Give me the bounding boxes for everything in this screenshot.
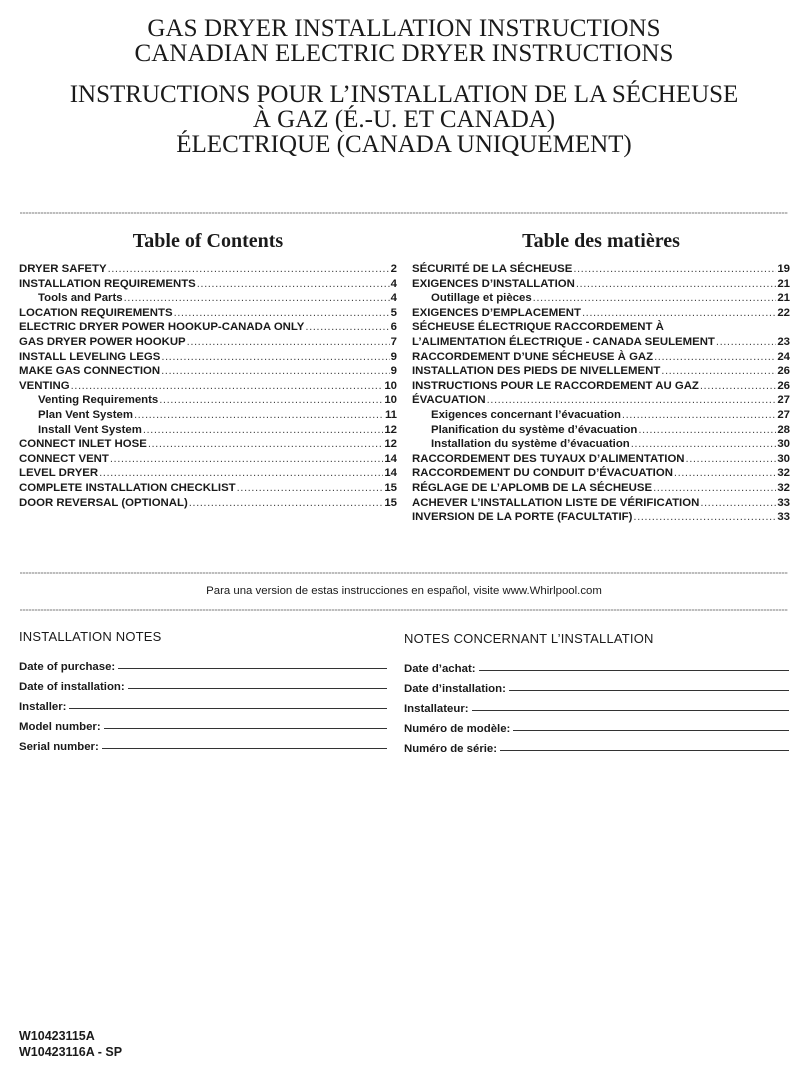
title-french-line-3: ÉLECTRIQUE (CANADA UNIQUEMENT) (176, 131, 632, 158)
toc-entry[interactable] (19, 262, 397, 277)
toc-entry-page: 27 (777, 394, 790, 407)
toc-entry-page: 32 (777, 481, 790, 494)
toc-leader-dots (189, 496, 384, 511)
toc-entry-label: RACCORDEMENT D’UNE SÉCHEUSE À GAZ (412, 350, 654, 363)
toc-leader-dots (187, 335, 390, 350)
toc-entry-label: GAS DRYER POWER HOOKUP (19, 335, 186, 348)
toc-subentry[interactable] (412, 423, 790, 438)
toc-subentry[interactable] (412, 437, 790, 452)
toc-entry-label: INSTALL LEVELING LEGS (19, 350, 161, 363)
toc-entry-page: 21 (777, 292, 790, 305)
note-field-model-number (19, 713, 387, 733)
toc-leader-dots (487, 393, 777, 408)
toc-entry-label: LEVEL DRYER (19, 467, 99, 480)
toc-entry-page: 12 (384, 438, 397, 451)
document-titles (0, 16, 808, 157)
toc-entry-page: 23 (777, 335, 790, 348)
toc-heading-french: Table des matières (522, 230, 680, 252)
toc-entry-page: 2 (390, 263, 397, 275)
toc-entry[interactable] (412, 466, 790, 481)
toc-entry[interactable] (412, 262, 790, 277)
note-field-label: Installateur: (404, 703, 469, 715)
toc-leader-dots (700, 496, 776, 511)
toc-leader-dots (661, 364, 776, 379)
toc-entry-label: INSTALLATION REQUIREMENTS (19, 277, 196, 290)
notes-heading-english: INSTALLATION NOTES (19, 629, 162, 644)
note-field-label: Installer: (19, 701, 67, 713)
toc-entry[interactable] (412, 364, 790, 379)
note-field-label: Numéro de modèle: (404, 723, 511, 735)
toc-leader-dots (161, 364, 390, 379)
toc-entry[interactable] (19, 306, 397, 321)
spanish-version-note: Para una version de estas instrucciones en español, visite www.Whirlpool.com (206, 585, 602, 597)
toc-entry-page: 26 (777, 379, 790, 392)
toc-leader-dots (582, 306, 776, 321)
note-fill-line[interactable] (500, 737, 789, 751)
toc-entry-page: 4 (390, 292, 397, 305)
toc-leader-dots (700, 379, 776, 394)
toc-entry[interactable] (19, 452, 397, 467)
toc-leader-dots (638, 423, 776, 438)
toc-leader-dots (533, 291, 777, 306)
note-fill-line[interactable] (479, 657, 789, 671)
toc-entry-page: 33 (777, 496, 790, 509)
toc-entry-page: 10 (384, 394, 397, 407)
toc-entry-label: EXIGENCES D’EMPLACEMENT (412, 306, 581, 319)
note-field-label: Numéro de série: (404, 743, 498, 755)
toc-leader-dots (110, 452, 383, 467)
toc-subentry[interactable] (19, 423, 397, 438)
toc-leader-dots (573, 262, 776, 277)
toc-list-french (412, 262, 790, 525)
installation-notes-french (404, 627, 789, 755)
toc-entry[interactable] (19, 496, 397, 511)
toc-entry-page: 9 (390, 365, 397, 378)
toc-entry[interactable] (19, 379, 397, 394)
toc-leader-dots (124, 291, 390, 306)
toc-entry[interactable] (412, 277, 790, 292)
toc-entry[interactable] (412, 379, 790, 394)
note-field-serial-number (19, 733, 387, 753)
divider-top (20, 212, 788, 214)
toc-entry[interactable] (412, 452, 790, 467)
title-english-gas: GAS DRYER INSTALLATION INSTRUCTIONS (147, 15, 661, 42)
toc-heading-english: Table of Contents (132, 230, 284, 252)
note-fill-line[interactable] (509, 677, 789, 691)
toc-entry[interactable] (19, 277, 397, 292)
note-fill-line[interactable] (69, 695, 387, 709)
toc-leader-dots (237, 481, 384, 496)
toc-entry-label: ACHEVER L’INSTALLATION LISTE DE VÉRIFICATION (412, 496, 700, 509)
note-fill-line[interactable] (128, 675, 387, 689)
toc-entry-page: 14 (384, 452, 397, 465)
toc-leader-dots (161, 350, 389, 365)
toc-entry-page: 14 (384, 467, 397, 480)
toc-entry[interactable] (412, 481, 790, 496)
toc-entry-page: 6 (390, 321, 397, 334)
toc-leader-dots (148, 437, 383, 452)
table-of-contents-french (412, 228, 790, 525)
toc-entry-page: 24 (777, 350, 790, 363)
part-number-2: W10423116A - SP (19, 1045, 123, 1059)
title-french-line-2: À GAZ (É.-U. ET CANADA) (252, 106, 556, 133)
toc-entry[interactable] (412, 350, 790, 365)
toc-entry-page: 15 (384, 481, 397, 494)
toc-entry[interactable] (19, 437, 397, 452)
note-field-label: Serial number: (19, 741, 99, 753)
notes-heading-french: NOTES CONCERNANT L’INSTALLATION (404, 631, 654, 646)
toc-entry[interactable] (412, 306, 790, 321)
toc-entry[interactable] (19, 481, 397, 496)
toc-leader-dots (108, 262, 390, 277)
toc-entry-label: Planification du système d’évacuation (431, 423, 638, 436)
toc-entry-page: 33 (777, 511, 790, 524)
toc-entry-label: CONNECT INLET HOSE (19, 438, 147, 451)
toc-leader-dots (686, 452, 777, 467)
toc-subentry[interactable] (19, 393, 397, 408)
note-field-numero-de-serie (404, 735, 789, 755)
toc-entry-label: INVERSION DE LA PORTE (FACULTATIF) (412, 511, 633, 524)
toc-entry[interactable] (19, 364, 397, 379)
installation-notes-english (19, 627, 387, 753)
toc-entry-label: RÉGLAGE DE L’APLOMB DE LA SÉCHEUSE (412, 481, 653, 494)
toc-entry-label: Plan Vent System (38, 408, 133, 421)
toc-entry-page: 30 (777, 438, 790, 451)
toc-entry-label: COMPLETE INSTALLATION CHECKLIST (19, 481, 236, 494)
toc-leader-dots (134, 408, 384, 423)
toc-leader-dots (159, 393, 383, 408)
toc-entry-label: LOCATION REQUIREMENTS (19, 306, 173, 319)
divider-notes (20, 609, 788, 611)
toc-entry[interactable] (19, 320, 397, 335)
toc-leader-dots (576, 277, 776, 292)
toc-entry-page: 21 (777, 277, 790, 290)
note-fill-line[interactable] (102, 735, 387, 749)
toc-entry-page: 26 (777, 365, 790, 378)
toc-leader-dots (71, 379, 384, 394)
toc-entry-label: Install Vent System (38, 423, 142, 436)
note-field-label: Model number: (19, 721, 101, 733)
toc-leader-dots (674, 466, 776, 481)
toc-leader-dots (653, 481, 776, 496)
toc-entry-label: MAKE GAS CONNECTION (19, 365, 161, 378)
toc-entry-label: Installation du système d’évacuation (431, 438, 630, 451)
toc-entry-page: 10 (384, 379, 397, 392)
toc-entry-label: INSTALLATION DES PIEDS DE NIVELLEMENT (412, 365, 661, 378)
toc-leader-dots (305, 320, 389, 335)
title-english-electric: CANADIAN ELECTRIC DRYER INSTRUCTIONS (134, 40, 674, 67)
note-field-label: Date of installation: (19, 681, 125, 693)
toc-leader-dots (143, 423, 384, 438)
toc-entry-page: 9 (390, 350, 397, 363)
toc-entry-label: VENTING (19, 379, 70, 392)
toc-entry-label: Exigences concernant l’évacuation (431, 408, 621, 421)
note-field-label: Date d’achat: (404, 663, 476, 675)
note-fill-line[interactable] (513, 717, 789, 731)
note-fill-line[interactable] (472, 697, 789, 711)
note-field-date-installation (404, 675, 789, 695)
toc-entry-page: 11 (384, 408, 397, 421)
toc-entry-page: 27 (777, 408, 790, 421)
toc-entry-page: 5 (390, 306, 397, 319)
toc-entry[interactable] (412, 510, 790, 525)
toc-leader-dots (631, 437, 777, 452)
toc-entry-page: 32 (777, 467, 790, 480)
toc-entry-label: CONNECT VENT (19, 452, 109, 465)
toc-entry[interactable] (412, 496, 790, 511)
toc-entry-page: 19 (777, 263, 790, 275)
title-french-line-1: INSTRUCTIONS POUR L’INSTALLATION DE LA SÉCHEUSE (69, 81, 739, 108)
note-field-installer (19, 693, 387, 713)
toc-entry-label: EXIGENCES D’INSTALLATION (412, 277, 575, 290)
note-field-label: Date d’installation: (404, 683, 506, 695)
document-part-numbers (19, 1028, 122, 1060)
note-field-date-of-purchase (19, 653, 387, 673)
toc-subentry[interactable] (19, 408, 397, 423)
toc-leader-dots (99, 466, 383, 481)
toc-entry-label: Outillage et pièces (431, 292, 532, 305)
toc-entry[interactable] (19, 350, 397, 365)
toc-leader-dots (197, 277, 390, 292)
note-fill-line[interactable] (118, 655, 387, 669)
note-fill-line[interactable] (104, 715, 387, 729)
toc-entry[interactable] (19, 335, 397, 350)
toc-entry-page: 4 (390, 277, 397, 290)
toc-entry-page: 28 (777, 423, 790, 436)
note-field-numero-de-modele (404, 715, 789, 735)
toc-entry-label: Tools and Parts (38, 292, 123, 305)
toc-entry-label: Venting Requirements (38, 394, 159, 407)
toc-entry-page: 22 (777, 306, 790, 319)
toc-leader-dots (174, 306, 390, 321)
toc-entry[interactable] (19, 466, 397, 481)
toc-leader-dots (622, 408, 776, 423)
note-field-date-achat (404, 655, 789, 675)
toc-entry-label: L’ALIMENTATION ÉLECTRIQUE - CANADA SEULEMENT (412, 335, 715, 348)
part-number-1: W10423115A (19, 1029, 95, 1043)
note-field-date-of-installation (19, 673, 387, 693)
toc-subentry[interactable] (19, 291, 397, 306)
toc-entry-label: ÉVACUATION (412, 394, 486, 407)
toc-entry-label: DOOR REVERSAL (OPTIONAL) (19, 496, 188, 509)
toc-subentry[interactable] (412, 408, 790, 423)
note-field-installateur (404, 695, 789, 715)
toc-entry-wrapped-line[interactable]: SÉCHEUSE ÉLECTRIQUE RACCORDEMENT À (412, 321, 664, 334)
toc-entry-page: 30 (777, 452, 790, 465)
toc-entry-page: 7 (390, 335, 397, 348)
toc-leader-dots (654, 350, 776, 365)
toc-entry-label: INSTRUCTIONS POUR LE RACCORDEMENT AU GAZ (412, 379, 699, 392)
toc-entry[interactable] (412, 393, 790, 408)
toc-entry-label: RACCORDEMENT DU CONDUIT D’ÉVACUATION (412, 467, 673, 480)
toc-leader-dots (633, 510, 776, 525)
divider-middle (20, 572, 788, 574)
toc-entry-page: 12 (384, 423, 397, 436)
table-of-contents-english (19, 228, 397, 510)
toc-subentry[interactable] (412, 291, 790, 306)
toc-entry[interactable] (412, 335, 790, 350)
toc-entry-page: 15 (384, 496, 397, 509)
toc-entry-label: DRYER SAFETY (19, 263, 107, 275)
note-field-label: Date of purchase: (19, 661, 116, 673)
toc-list-english (19, 262, 397, 510)
toc-entry-label: RACCORDEMENT DES TUYAUX D’ALIMENTATION (412, 452, 685, 465)
toc-leader-dots (716, 335, 776, 350)
toc-entry-label: SÉCURITÉ DE LA SÉCHEUSE (412, 263, 573, 275)
toc-entry-label: ELECTRIC DRYER POWER HOOKUP-CANADA ONLY (19, 321, 305, 334)
